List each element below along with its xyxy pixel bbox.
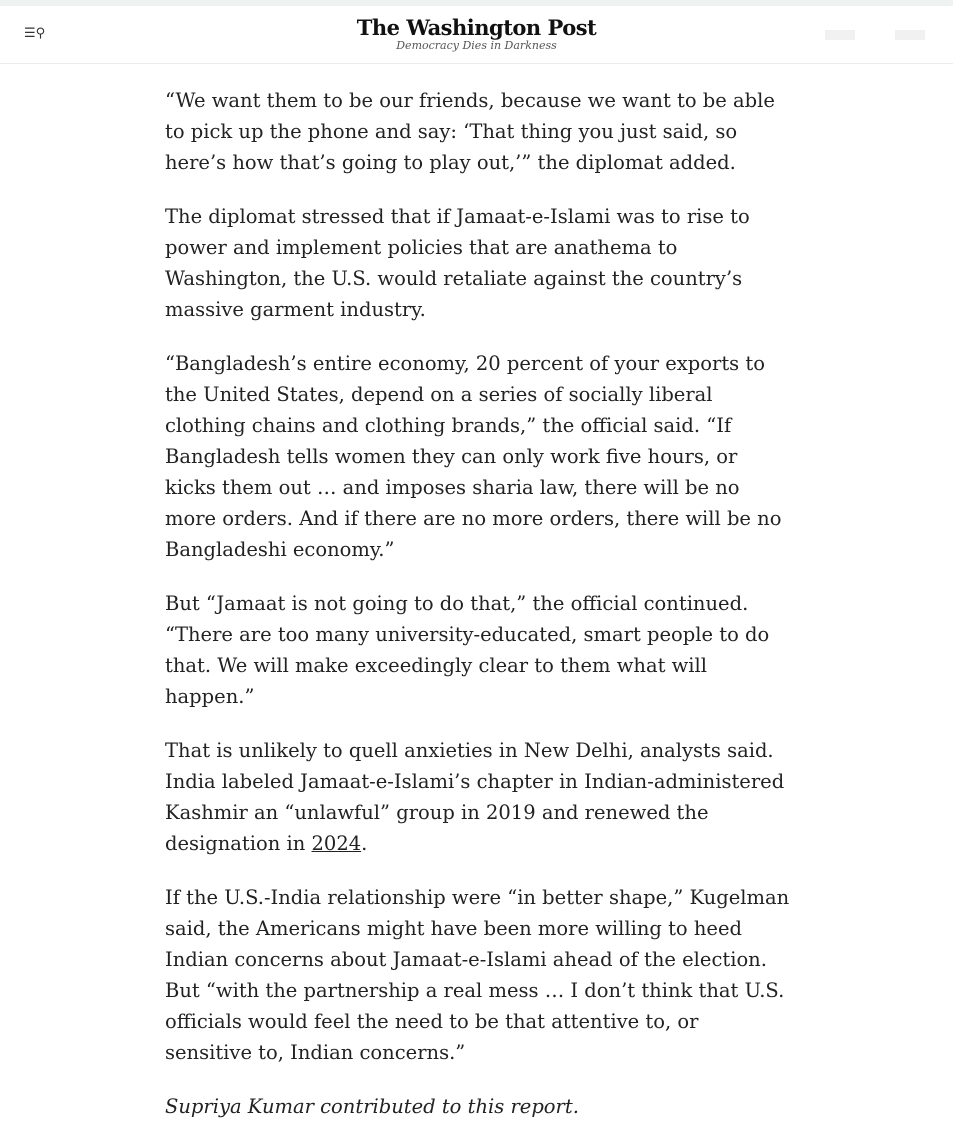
paragraph: If the U.S.-India relationship were “in better shape,” Kugelman said, the Americans might have been more willing to heed Indian concerns about Jamaat-e-Islami ahead of the election. But “with the partnership a real mess … I don’t think that U.S. officials would feel the need to be that attentive to, or sensitive to, Indian concerns.” [165, 886, 790, 1064]
article-body [165, 85, 790, 1145]
logo-name: The Washington Post [356, 15, 597, 40]
paragraph [165, 735, 790, 859]
site-header [0, 6, 953, 64]
paragraph: “We want them to be our friends, because we want to be able to pick up the phone and say: ‘That thing you just said, so here’s how that’s going to play out,’” the diplomat added. [165, 89, 775, 174]
link-2024[interactable]: 2024 [311, 832, 362, 855]
paragraph-end: . [361, 832, 368, 855]
paragraph: The diplomat stressed that if Jamaat-e-Islami was to rise to power and implement policies that are anathema to Washington, the U.S. would retaliate against the country’s massive garment industry. [165, 205, 750, 321]
tagline: Democracy Dies in Darkness [396, 39, 557, 52]
header-actions-faded [825, 30, 925, 40]
paragraph: “Bangladesh’s entire economy, 20 percent of your exports to the United States, depend on a series of socially liberal clothing chains and clothing brands,” the official said. “If Bangladesh tells women they can only work five hours, or kicks them out … and imposes sharia law, there will be no more orders. And if there are no more orders, there will be no Bangladeshi economy.” [165, 352, 782, 561]
contributor-credit: Supriya Kumar contributed to this report. [165, 1095, 579, 1118]
menu-search-icon[interactable]: ☰⚲ [24, 26, 46, 41]
logo[interactable] [0, 15, 953, 52]
paragraph: But “Jamaat is not going to do that,” the official continued. “There are too many university-educated, smart people to do that. We will make exceedingly clear to them what will happen.” [165, 592, 770, 708]
paragraph-text: That is unlikely to quell anxieties in New Delhi, analysts said. India labeled Jamaat-e-Islami’s chapter in Indian-administered Kashmir an “unlawful” group in 2019 and renewed the designation in [165, 739, 785, 855]
